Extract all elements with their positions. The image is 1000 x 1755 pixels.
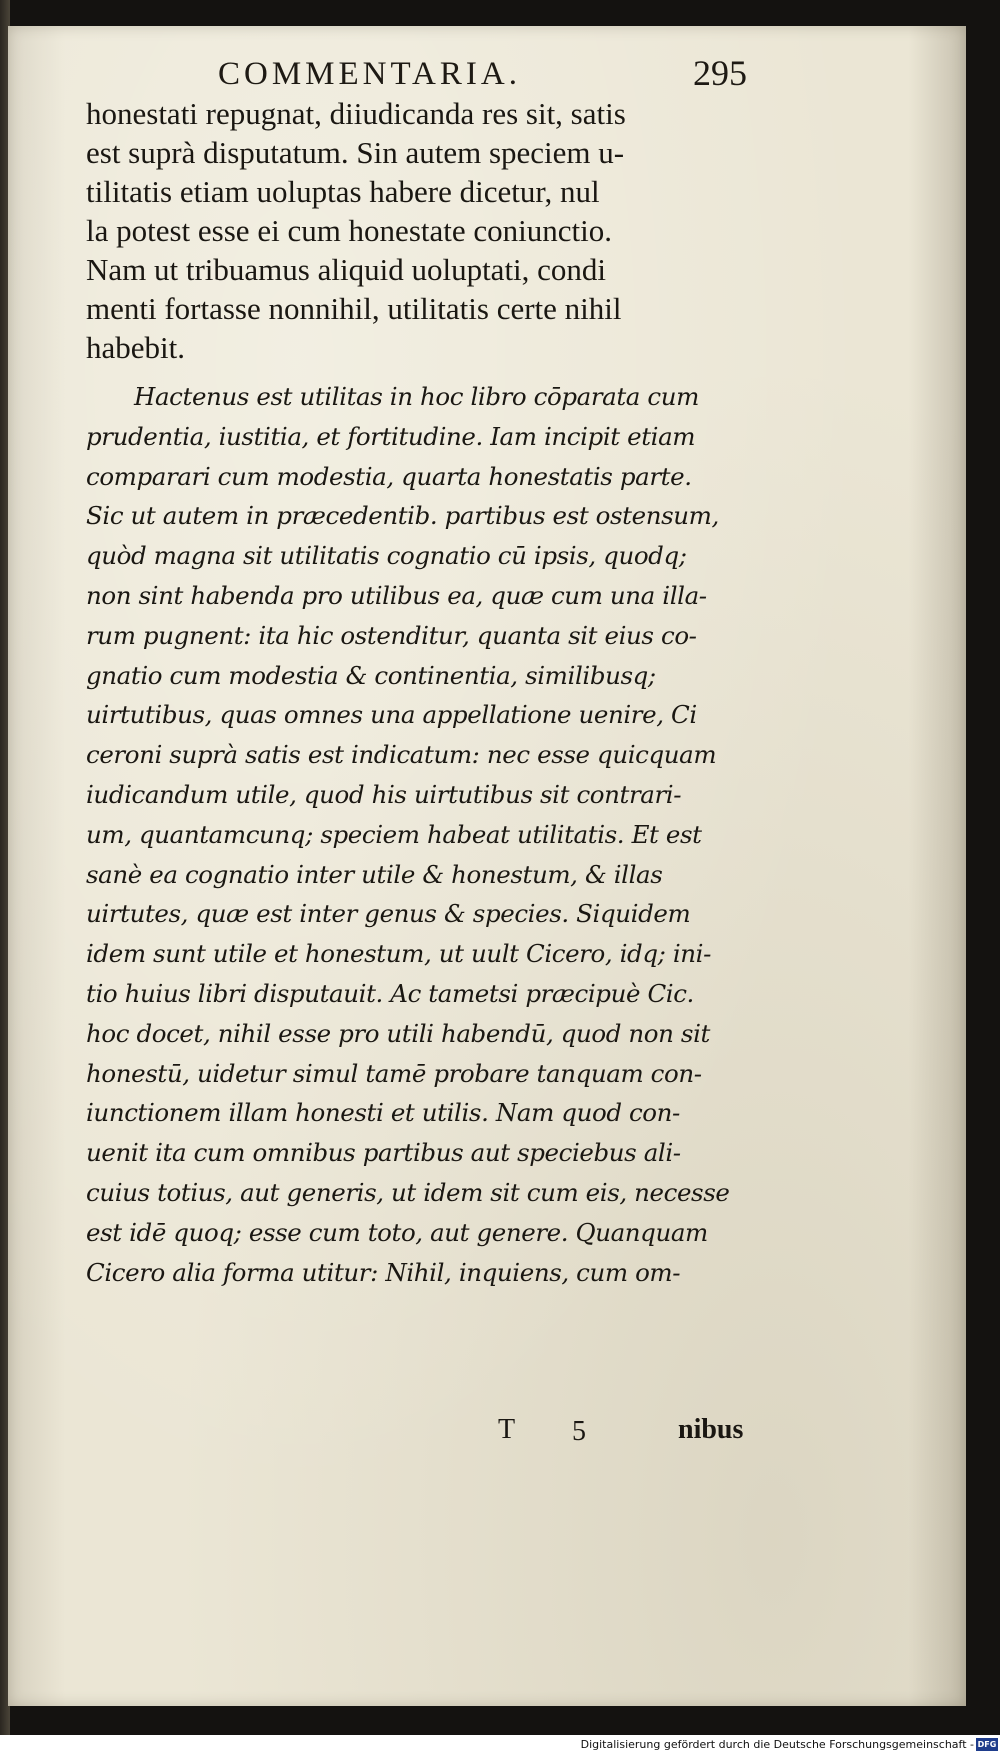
text-line: gnatio cum modestia & continentia, similibusq;: [86, 660, 656, 690]
text-line: non sint habenda pro utilibus ea, quæ cum una illa-: [86, 580, 707, 610]
text-line: sanè ea cognatio inter utile & honestum, & illas: [86, 859, 663, 889]
catchword: nibus: [678, 1414, 744, 1445]
text-line: hoc docet, nihil esse pro utili habendū, quod non sit: [86, 1018, 710, 1048]
text-line: honestū, uidetur simul tamē probare tanquam con-: [86, 1058, 702, 1088]
text-line: comparari cum modestia, quarta honestatis parte.: [86, 461, 692, 491]
text-line: tio huius libri disputauit. Ac tametsi præcipuè Cic.: [86, 978, 694, 1008]
roman-paragraph: [86, 94, 786, 367]
book-page: [8, 26, 966, 1706]
text-line: Sic ut autem in præcedentib. partibus est ostensum,: [86, 501, 719, 531]
text-line: est idē quoq; esse cum toto, aut genere. Quanquam: [86, 1217, 708, 1247]
text-line: iudicandum utile, quod his uirtutibus sit contrari-: [86, 779, 682, 809]
digitization-footer: [0, 1735, 1000, 1755]
text-line: ceroni suprà satis est indicatum: nec esse quicquam: [86, 740, 717, 770]
text-line: Hactenus est utilitas in hoc libro cōparata cum: [134, 382, 699, 411]
text-line: tilitatis etiam uoluptas habere dicetur, nul: [86, 174, 600, 209]
text-line: rum pugnent: ita hic ostenditur, quanta sit eius co-: [86, 620, 697, 650]
text-line: honestati repugnat, diiudicanda res sit, satis: [86, 96, 626, 131]
text-line: cuius totius, aut generis, ut idem sit cum eis, necesse: [86, 1177, 730, 1207]
text-line: idem sunt utile et honestum, ut uult Cicero, idq; ini-: [86, 939, 711, 969]
text-line: Nam ut tribuamus aliquid uoluptati, condi: [86, 252, 607, 287]
text-line: menti fortasse nonnihil, utilitatis certe nihil: [86, 291, 622, 326]
dfg-logo-icon: DFG: [977, 1740, 997, 1749]
text-line: um, quantamcunq; speciem habeat utilitatis. Et est: [86, 819, 702, 849]
text-line: prudentia, iustitia, et fortitudine. Iam incipit etiam: [86, 421, 696, 451]
text-line: la potest esse ei cum honestate coniunctio.: [86, 213, 612, 248]
italic-paragraph: [86, 377, 786, 1292]
page-number: 295: [693, 53, 747, 93]
text-line: quòd magna sit utilitatis cognatio cū ipsis, quodq;: [86, 541, 687, 571]
funding-credit: Digitalisierung gefördert durch die Deutsche Forschungsgemeinschaft -: [580, 1738, 974, 1751]
text-line: uirtutibus, quas omnes una appellatione uenire, Ci: [86, 700, 697, 730]
signature-mark: T: [498, 1414, 516, 1445]
text-line: habebit.: [86, 330, 185, 365]
text-line: iunctionem illam honesti et utilis. Nam quod con-: [86, 1098, 680, 1128]
running-title: COMMENTARIA.: [218, 56, 521, 92]
signature-leaf-number: 5: [572, 1416, 586, 1447]
text-line: Cicero alia forma utitur: Nihil, inquiens, cum om-: [86, 1257, 681, 1287]
text-line: est suprà disputatum. Sin autem speciem u-: [86, 135, 625, 170]
text-line: uirtutes, quæ est inter genus & species. Siquidem: [86, 899, 691, 929]
text-line: uenit ita cum omnibus partibus aut speciebus ali-: [86, 1138, 681, 1168]
main-text: [86, 94, 786, 1292]
